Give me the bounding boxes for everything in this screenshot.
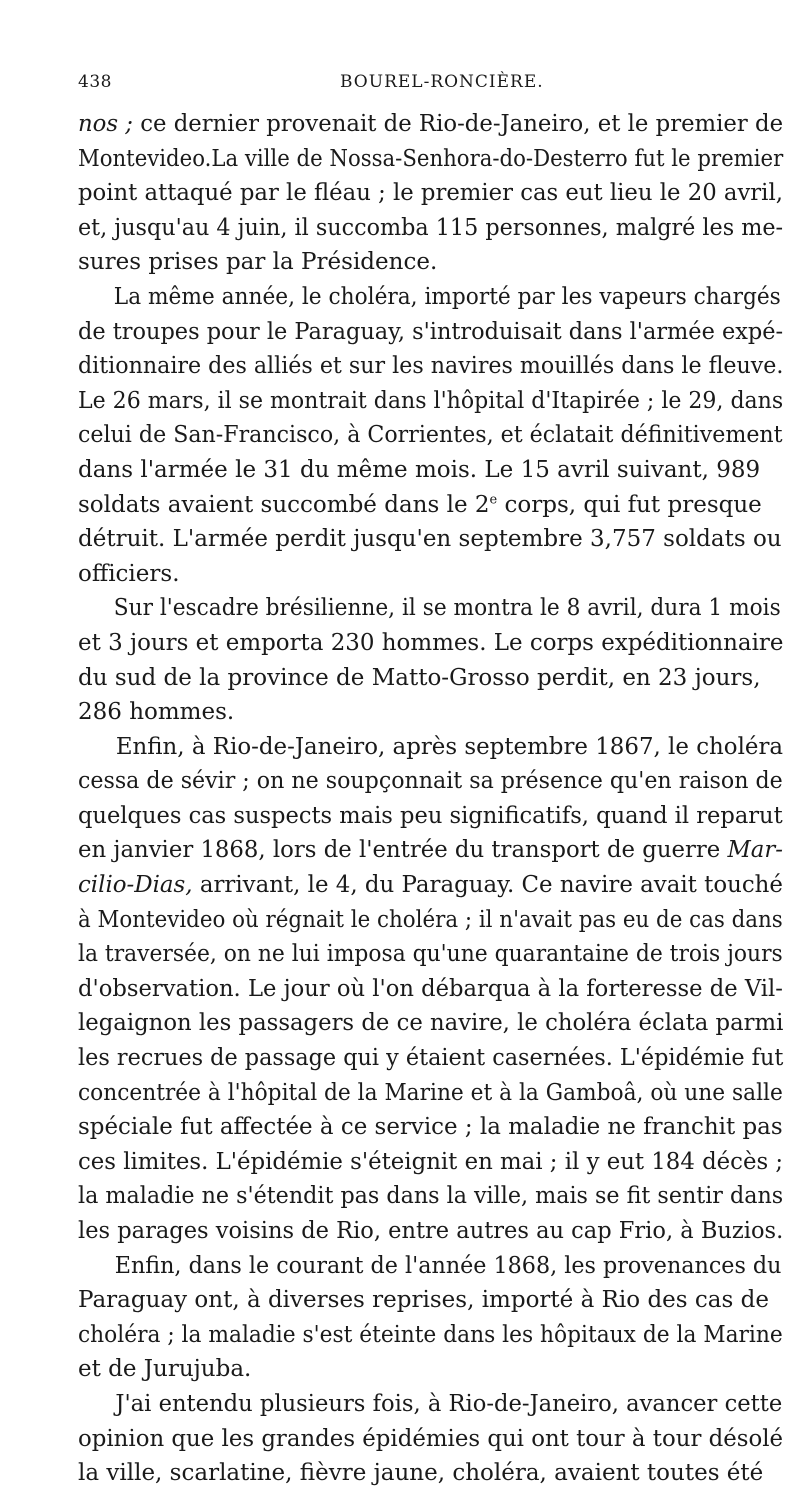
text-line [78,176,783,211]
text-run: Paraguay ont, à diverses reprises, importé à Rio des cas de [78,1287,769,1314]
text-run: Montevideo.La ville de Nossa-Senhora-do-Desterro fut le premier [78,145,784,172]
text-run: legaignon les passagers de ce navire, le choléra éclata parmi [78,1010,784,1037]
text-run: J'ai entendu plusieurs fois, à Rio-de-Janeiro, avancer cette [115,1390,783,1417]
page-header [78,72,778,104]
text-run: opinion que les grandes épidémies qui ont tour à tour désolé [78,1425,784,1452]
text-run: spéciale fut affectée à ce service ; la maladie ne franchit pas [78,1114,783,1141]
text-line [78,211,784,246]
text-run: corps, qui fut presque [497,491,762,518]
text-line [78,1387,783,1422]
text-line [78,626,784,661]
text-line [78,107,784,142]
text-run: et 3 jours et emporta 230 hommes. Le corps expéditionnaire [78,629,784,656]
text-run: Enfin, dans le courant de l'année 1868, les provenances du [114,1252,782,1279]
text-line [78,591,781,626]
text-run: point attaqué par le fléau ; le premier cas eut lieu le 20 avril, [78,180,783,207]
text-line [78,1249,782,1284]
text-line [78,695,783,730]
body-text [78,107,783,1491]
text-run: quelques cas suspects mais peu significatifs, quand il reparut [78,802,783,829]
text-line [78,1422,784,1457]
italic-text: Mar- [727,837,783,864]
text-run: Enfin, à Rio-de-Janeiro, après septembre 1867, le choléra [115,733,784,760]
text-run: ces limites. L'épidémie s'éteignit en mai ; il y eut 184 décès ; [78,1148,784,1175]
text-line [78,1318,783,1353]
text-line [78,764,783,799]
text-run: les recrues de passage qui y étaient casernées. L'épidémie fut [78,1045,784,1072]
text-line [78,833,783,868]
text-run: et de Jurujuba. [78,1356,252,1383]
text-line [78,349,784,384]
text-run: officiers. [78,560,180,587]
italic-text: nos ; [78,111,133,137]
text-line [78,972,783,1007]
text-line [78,1456,783,1491]
text-line [78,280,781,315]
text-line [78,1041,784,1076]
text-run: Le 26 mars, il se montrait dans l'hôpital d'Itapirée ; le 29, dans [78,387,784,414]
text-line [78,1283,783,1318]
text-run: ce dernier provenait de Rio-de-Janeiro, et le premier de [132,111,784,137]
text-run: La même année, le choléra, importé par les vapeurs chargés [113,283,781,310]
superscript: e [489,491,498,507]
text-run: sures prises par la Présidence. [78,249,438,276]
text-run: dans l'armée le 31 du même mois. Le 15 avril suivant, 989 [78,456,761,483]
text-line [78,142,784,177]
text-line [78,1076,783,1111]
text-run: de troupes pour le Paraguay, s'introduisait dans l'armée expé- [78,318,784,345]
page-number: 438 [78,72,112,92]
text-line [78,1214,784,1249]
text-line [78,522,783,557]
text-run: et, jusqu'au 4 juin, il succomba 115 personnes, malgré les me- [78,214,784,241]
text-line [78,1145,784,1180]
text-run: ditionnaire des alliés et sur les navires mouillés dans le fleuve. [78,353,784,380]
text-run: cessa de sévir ; on ne soupçonnait sa présence qu'en raison de [78,768,783,795]
text-run: détruit. L'armée perdit jusqu'en septembre 3,757 soldats ou [78,526,782,553]
text-line [78,418,783,453]
text-line [78,661,783,696]
text-line [78,937,783,972]
text-run: arrivant, le 4, du Paraguay. Ce navire avait touché [192,872,783,899]
italic-text: cilio-Dias, [78,872,193,899]
text-line [78,799,783,834]
text-line [78,730,784,765]
text-run: la traversée, on ne lui imposa qu'une quarantaine de trois jours [78,941,783,968]
text-run: la maladie ne s'étendit pas dans la ville, mais se fit sentir dans [78,1183,784,1210]
text-run: du sud de la province de Matto-Grosso perdit, en 23 jours, [78,664,761,691]
text-line [78,488,783,523]
text-run: Sur l'escadre brésilienne, il se montra le 8 avril, dura 1 mois [113,595,781,622]
text-run: soldats avaient succombé dans le 2 [78,491,490,518]
text-line [78,557,783,592]
text-run: à Montevideo où régnait le choléra ; il n'avait pas eu de cas dans [78,906,783,933]
text-line [78,903,783,938]
text-run: la ville, scarlatine, fièvre jaune, choléra, avaient toutes été [78,1460,764,1487]
text-line [78,384,784,419]
text-line [78,1110,781,1145]
text-line [78,245,783,280]
text-run: 286 hommes. [78,699,235,726]
text-run: en janvier 1868, lors de l'entrée du transport de guerre [78,837,728,864]
text-run: concentrée à l'hôpital de la Marine et à la Gamboâ, où une salle [78,1079,783,1106]
text-run: choléra ; la maladie s'est éteinte dans les hôpitaux de la Marine [78,1321,783,1348]
text-line [78,315,784,350]
running-head: BOUREL-RONCIÈRE. [340,72,544,92]
text-run: d'observation. Le jour où l'on débarqua à la forteresse de Vil- [78,975,783,1002]
text-run: celui de San-Francisco, à Corrientes, et éclatait définitivement [78,422,783,449]
text-line [78,453,783,488]
text-line [78,1179,784,1214]
text-line [78,868,783,903]
text-line [78,1352,783,1387]
text-run: les parages voisins de Rio, entre autres au cap Frio, à Buzios. [78,1218,784,1244]
text-line [78,1006,784,1041]
